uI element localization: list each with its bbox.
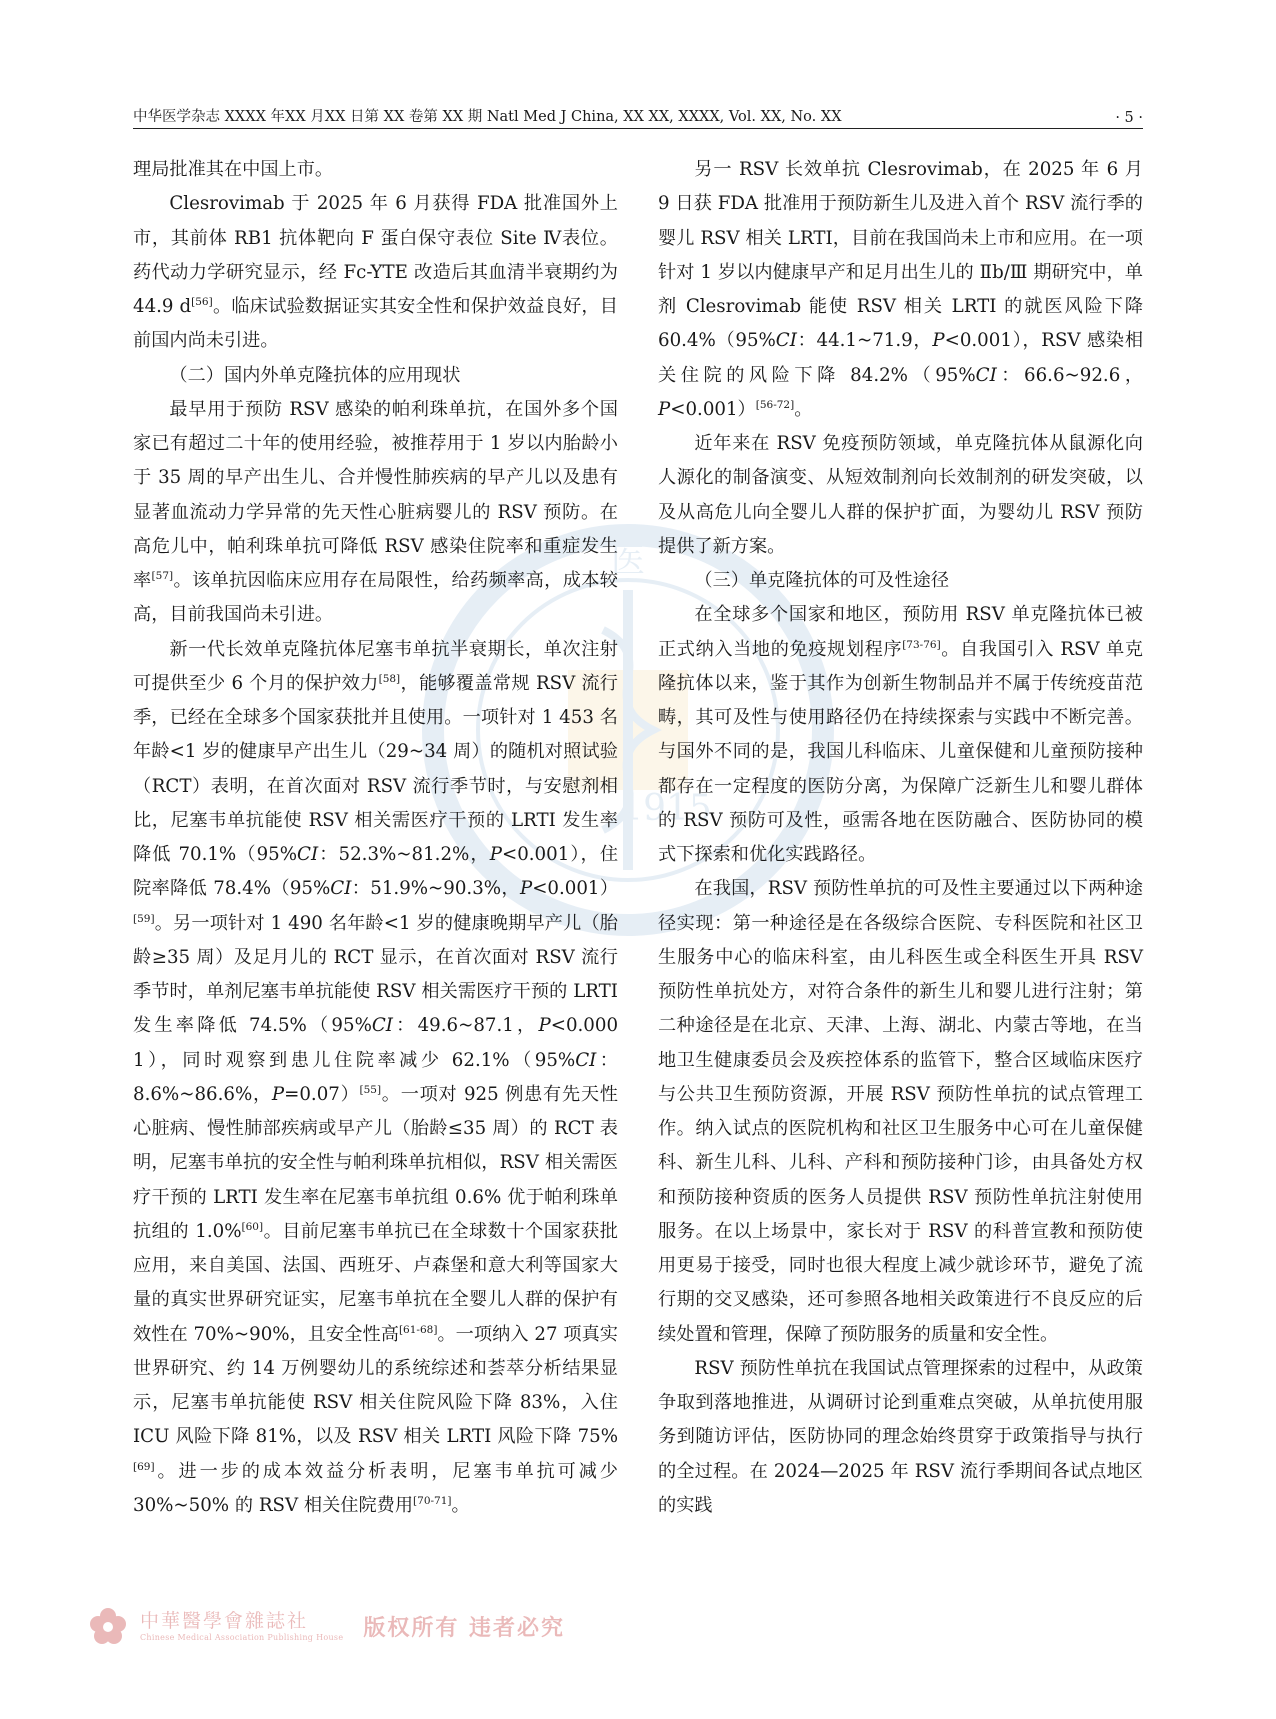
paragraph: 另一 RSV 长效单抗 Clesrovimab，在 2025 年 6 月 9 日获 FDA 批准用于预防新生儿及进入首个 RSV 流行季的婴儿 RSV 相关 LRTI，目前在我国尚未上市和应用。在一项针对 1 岁以内健康早产和足月出生儿的 Ⅱb/Ⅲ 期研究中，单剂 Clesrovimab 能使 RSV 相关 LRTI 的就医风险下降 60.4%（95%CI：44.1~71.9，P<0.001），RSV 感染相关住院的风险下降 84.2%（95%CI：66.6~92.6，P<0.001）[56-72]。	[658, 159, 1144, 420]
seal-top-text: 医	[611, 541, 645, 581]
seal-year: 1915	[620, 788, 712, 829]
citation: [69]	[133, 1460, 155, 1473]
publisher-name-cn: 中華醫學會雜誌社	[140, 1609, 309, 1632]
copyright-notice: 版权所有 违者必究	[363, 1614, 566, 1641]
left-column	[133, 153, 618, 1523]
paragraph: Clesrovimab 于 2025 年 6 月获得 FDA 批准国外上市，其前体 RB1 抗体靶向 F 蛋白保守表位 Site Ⅳ表位。药代动力学研究显示，经 Fc-YTE 改造后其血清半衰期约为 44.9 d[56]。临床试验数据证实其安全性和保护效益良好，目前国内尚未引进。	[133, 193, 618, 352]
page-number: · 5 ·	[1115, 110, 1143, 126]
running-header	[133, 104, 1143, 126]
paragraph: 新一代长效单克隆抗体尼塞韦单抗半衰期长，单次注射可提供至少 6 个月的保护效力[58]，能够覆盖常规 RSV 流行季，已经在全球多个国家获批并且使用。一项针对 1 453 名年龄<1 岁的健康早产出生儿（29~34 周）的随机对照试验（RCT）表明，在首次面对 RSV 流行季节时，与安慰剂相比，尼塞韦单抗能使 RSV 相关需医疗干预的 LRTI 发生率降低 70.1%（95%CI：52.3%~81.2%，P<0.001），住院率降低 78.4%（95%CI：51.9%~90.3%，P<0.001）[59]。另一项针对 1 490 名年龄<1 岁的健康晚期早产儿（胎龄≥35 周）及足月儿的 RCT 显示，在首次面对 RSV 流行季节时，单剂尼塞韦单抗能使 RSV 相关需医疗干预的 LRTI 发生率降低 74.5%（95%CI：49.6~87.1，P<0.000 1），同时观察到患儿住院率减少 62.1%（95%CI：8.6%~86.6%，P=0.07）[55]。一项对 925 例患有先天性心脏病、慢性肺部疾病或早产儿（胎龄≤35 周）的 RCT 表明，尼塞韦单抗的安全性与帕利珠单抗相似，RSV 相关需医疗干预的 LRTI 发生率在尼塞韦单抗组 0.6% 优于帕利珠单抗组的 1.0%[60]。目前尼塞韦单抗已在全球数十个国家获批应用，来自美国、法国、西班牙、卢森堡和意大利等国家大量的真实世界研究证实，尼塞韦单抗在全婴儿人群的保护有效性在 70%~90%，且安全性高[61-68]。一项纳入 27 项真实世界研究、约 14 万例婴幼儿的系统综述和荟萃分析结果显示，尼塞韦单抗能使 RSV 相关住院风险下降 83%，入住 ICU 风险下降 81%，以及 RSV 相关 LRTI 风险下降 75%[69]。进一步的成本效益分析表明，尼塞韦单抗可减少 30%~50% 的 RSV 相关住院费用[70-71]。	[133, 638, 619, 1516]
journal-citation: 中华医学杂志 XXXX 年XX 月XX 日第 XX 卷第 XX 期 Natl Med J China, XX XX, XXXX, Vol. XX, No. XX	[133, 109, 842, 125]
citation: [70-71]	[413, 1494, 452, 1507]
paragraph: 在全球多个国家和地区，预防用 RSV 单克隆抗体已被正式纳入当地的免疫规划程序[73-76]。自我国引入 RSV 单克隆抗体以来，鉴于其作为创新生物制品并不属于传统疫苗范畴，其可及性与使用路径仍在持续探索与实践中不断完善。与国外不同的是，我国儿科临床、儿童保健和儿童预防接种都存在一定程度的医防分离，为保障广泛新生儿和婴儿群体的 RSV 预防可及性，亟需各地在医防融合、医防协同的模式下探索和优化实践路径。	[658, 604, 1143, 865]
citation: [59]	[133, 912, 155, 925]
header-rule	[133, 128, 1143, 129]
citation: [56-72]	[755, 398, 795, 411]
citation: [58]	[378, 672, 401, 685]
citation: [55]	[359, 1083, 382, 1096]
publisher-name-en: Chinese Medical Association Publishing House	[140, 1632, 344, 1642]
paragraph: 近年来在 RSV 免疫预防领域，单克隆抗体从鼠源化向人源化的制备演变、从短效制剂向长效制剂的研发突破，以及从高危儿向全婴儿人群的保护扩面，为婴幼儿 RSV 预防提供了新方案。	[658, 433, 1143, 557]
citation: [56]	[191, 296, 213, 308]
section-subheading: （二）国内外单克隆抗体的应用现状	[169, 364, 461, 386]
paragraph: 理局批准其在中国上市。	[133, 159, 334, 180]
right-column	[658, 153, 1143, 1523]
citation: [57]	[151, 570, 174, 582]
paragraph: RSV 预防性单抗在我国试点管理探索的过程中，从政策争取到落地推进，从调研讨论到重难点突破，从单抗使用服务到随访评估，医防协同的理念始终贯穿于政策指导与执行的全过程。在 2024—2025 年 RSV 流行季期间各试点地区的实践	[658, 1357, 1143, 1516]
publisher-name	[140, 1610, 343, 1643]
publisher-footer	[88, 1605, 565, 1647]
paragraph: 在我国，RSV 预防性单抗的可及性主要通过以下两种途径实现：第一种途径是在各级综合医院、专科医院和社区卫生服务中心的临床科室，由儿科医生或全科医生开具 RSV 预防性单抗处方，对符合条件的新生儿和婴儿进行注射；第二种途径是在北京、天津、上海、湖北、内蒙古等地，在当地卫生健康委员会及疾控体系的监管下，整合区域临床医疗与公共卫生预防资源，开展 RSV 预防性单抗的试点管理工作。纳入试点的医院机构和社区卫生服务中心可在儿童保健科、新生儿科、儿科、产科和预防接种门诊，由具备处方权和预防接种资质的医务人员提供 RSV 预防性单抗注射使用服务。在以上场景中，家长对于 RSV 的科普宣教和预防使用更易于接受，同时也很大程度上减少就诊环节，避免了流行期的交叉感染，还可参照各地相关政策进行不良反应的后续处置和管理，保障了预防服务的质量和安全性。	[658, 878, 1143, 1345]
citation: [60]	[241, 1220, 264, 1233]
paragraph: 最早用于预防 RSV 感染的帕利珠单抗，在国外多个国家已有超过二十年的使用经验，被推荐用于 1 岁以内胎龄小于 35 周的早产出生儿、合并慢性肺疾病的早产儿以及患有显著血流动力学异常的先天性心脏病婴儿的 RSV 预防。在高危儿中，帕利珠单抗可降低 RSV 感染住院率和重症发生率[57]。该单抗因临床应用存在局限性，给药频率高，成本较高，目前我国尚未引进。	[133, 398, 618, 626]
publisher-flower-icon	[88, 1606, 128, 1646]
section-subheading: （三）单克隆抗体的可及性途径	[694, 570, 950, 591]
citation: [61-68]	[398, 1323, 438, 1336]
citation: [73-76]	[902, 638, 941, 651]
